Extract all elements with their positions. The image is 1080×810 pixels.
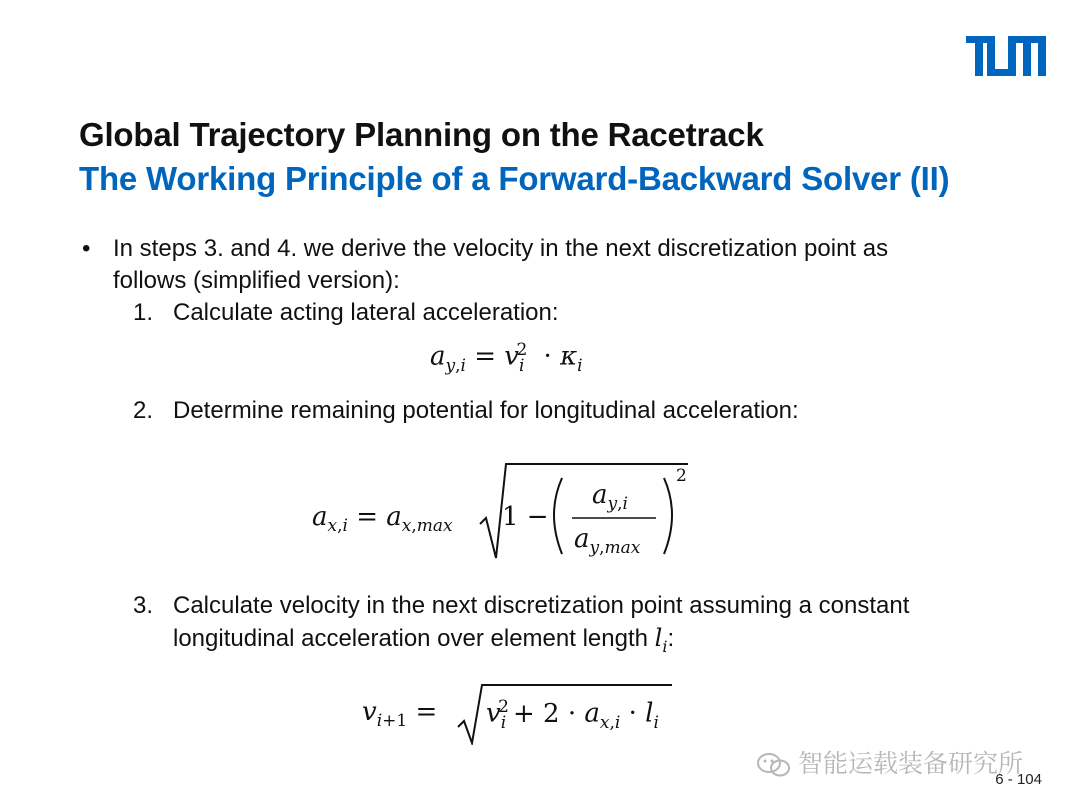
step-3-text-line2 (173, 622, 674, 663)
watermark (756, 744, 1023, 780)
bullet-marker: • (82, 235, 91, 262)
bullet-text-line2: follows (simplified version): (113, 267, 400, 294)
step-3-text-line1: Calculate velocity in the next discretization point assuming a constant (173, 592, 910, 619)
formula-longitudinal-acceleration: $a_{x,i} = a_{x,max}$ 1 − $a_{y,i}$ $a_{y,max}$ 2 (312, 466, 687, 559)
step-1-text: Calculate acting lateral acceleration: (173, 299, 559, 326)
step-2-number: 2. (133, 397, 154, 424)
slide-subtitle: The Working Principle of a Forward-Backward Solver (II) (79, 160, 950, 197)
bullet-text-line1: In steps 3. and 4. we derive the velocity in the next discretization point as (113, 235, 889, 262)
step-3-colon: : (667, 625, 675, 652)
step-3-number: 3. (133, 592, 154, 619)
formula-lateral-acceleration: $a_{y,i} = v_i^2 \cdot \kappa_i$ (430, 340, 583, 376)
step-3-text-line2-body: longitudinal acceleration over element length (173, 625, 648, 652)
step-2-text: Determine remaining potential for longitudinal acceleration: (173, 397, 799, 424)
slide-title: Global Trajectory Planning on the Racetrack (79, 116, 764, 153)
tum-logo (966, 36, 1046, 80)
step-1-number: 1. (133, 299, 154, 326)
wechat-icon (756, 751, 792, 779)
watermark-text: 智能运载装备研究所 (798, 749, 1024, 778)
formula-velocity-update: $v_{i+1}$ = $v_i^2 + 2 \cdot a_{x,i} \cdot l_i$ (362, 683, 682, 743)
step-3-variable: $l_i$ (654, 624, 668, 656)
page-number: 6 - 104 (995, 771, 1042, 788)
